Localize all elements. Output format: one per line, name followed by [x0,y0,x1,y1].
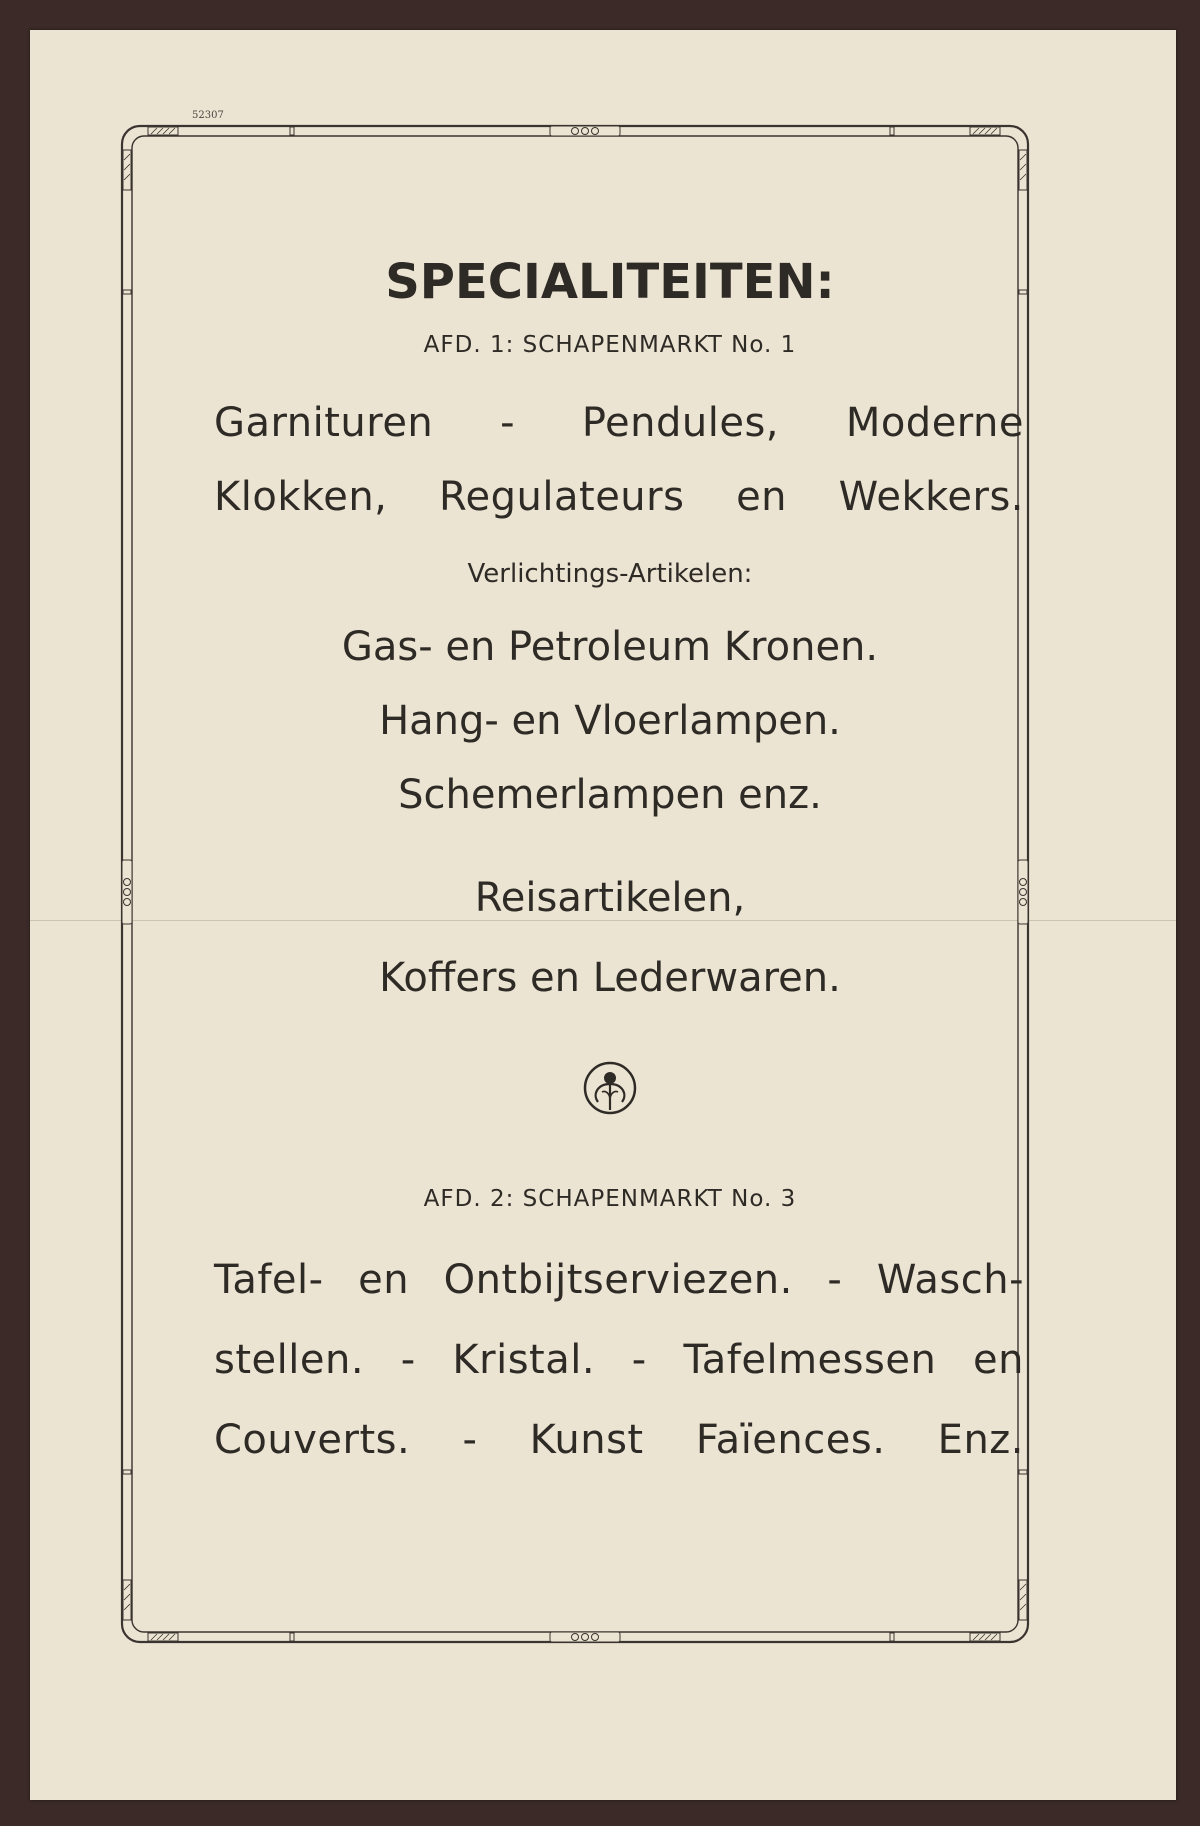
afd1-label: AFD. 1: SCHAPENMARKT No. 1 [423,332,797,358]
tableware-line: Tafel- en Ontbijtserviezen. - Wasch- [214,1257,1024,1303]
tableware-line: stellen. - Kristal. - Tafelmessen en [214,1337,1024,1383]
travel-line: Koffers en Lederwaren. [379,955,841,1001]
tableware-paragraph [170,1240,1050,1480]
travel-paragraph [170,858,1050,1018]
print-number: 52307 [192,110,224,121]
lighting-line: Hang- en Vloerlampen. [379,698,841,744]
lighting-line: Schemerlampen enz. [398,772,822,818]
lighting-paragraph [170,610,1050,832]
page-title: SPECIALITEITEN: [385,254,835,310]
lighting-line: Gas- en Petroleum Kronen. [341,624,879,670]
emblem [170,1058,1050,1118]
lighting-label: Verlichtings-Artikelen: [467,559,753,589]
clocks-paragraph [170,386,1050,534]
clocks-line: Klokken, Regulateurs en Wekkers. [214,474,1024,520]
trefoil-circle-emblem-icon [580,1058,640,1118]
afd2-label: AFD. 2: SCHAPENMARKT No. 3 [423,1186,797,1212]
tableware-line: Couverts. - Kunst Faïences. Enz. [214,1417,1024,1463]
clocks-line: Garnituren - Pendules, Moderne [214,400,1024,446]
paper-sheet [30,30,1176,1800]
content-block [170,250,1050,1480]
travel-line: Reisartikelen, [474,875,746,921]
